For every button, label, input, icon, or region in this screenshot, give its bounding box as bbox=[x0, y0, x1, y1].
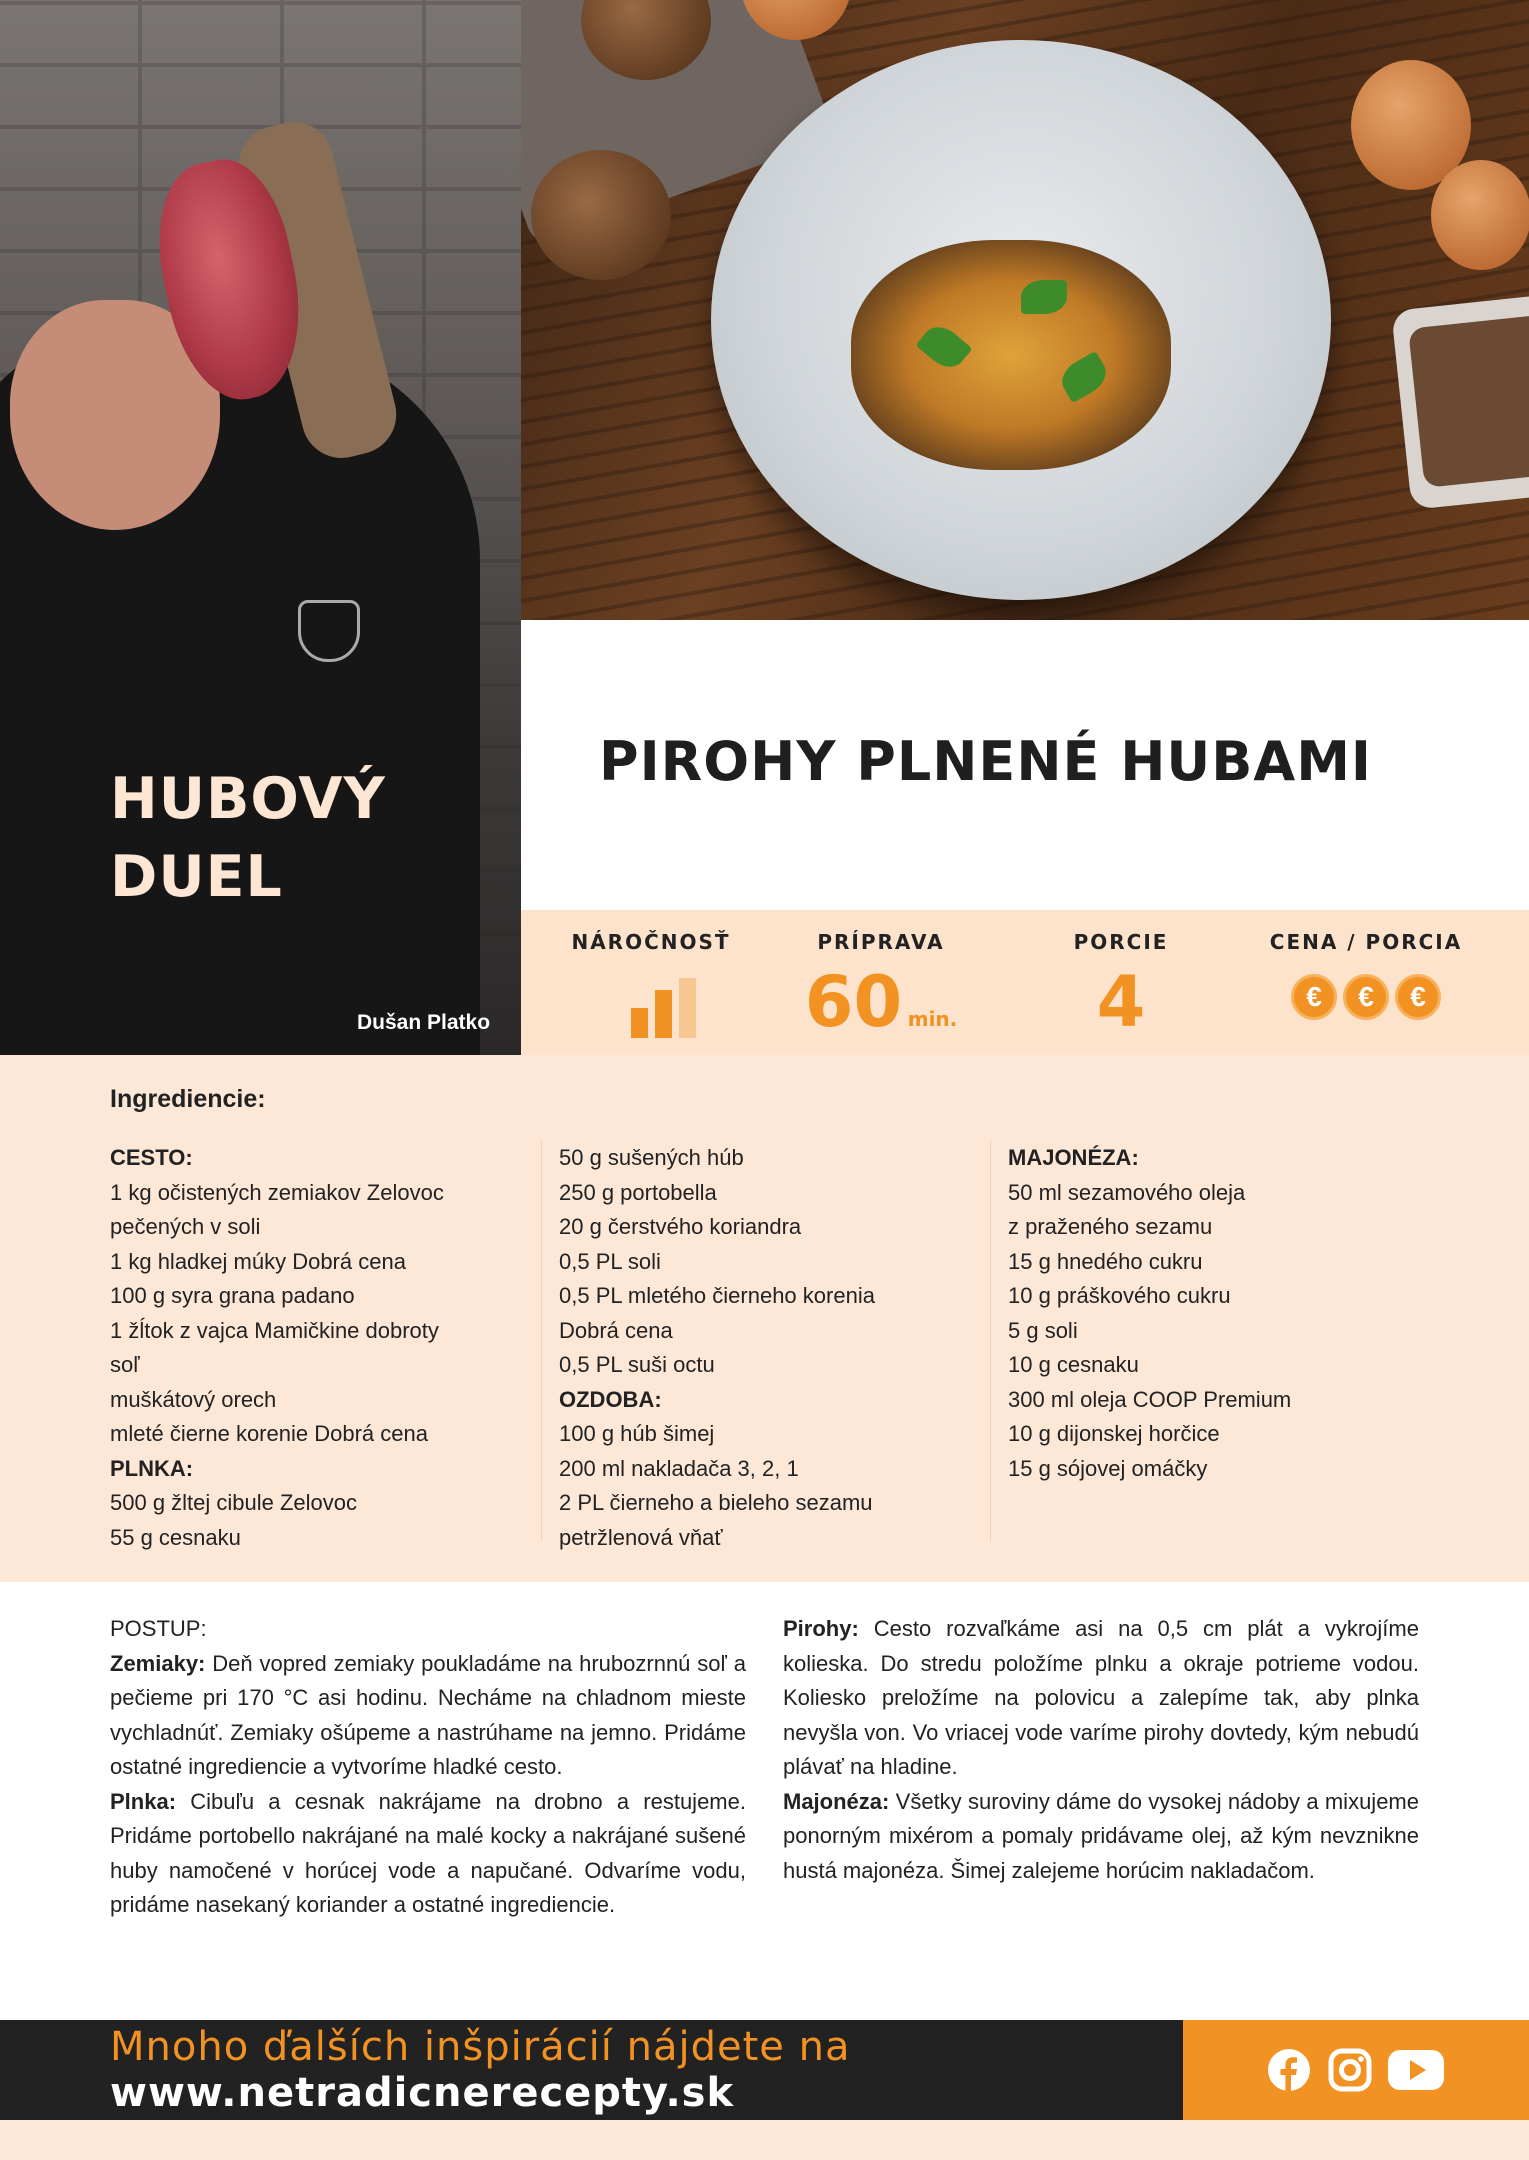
prep-label: PRÍPRAVA bbox=[817, 930, 945, 954]
website-link[interactable]: www.netradicnerecepty.sk bbox=[110, 2070, 735, 2116]
recipe-stats bbox=[521, 910, 1529, 1055]
ingredient-item: 200 ml nakladača 3, 2, 1 bbox=[559, 1455, 799, 1481]
method-heading: POSTUP: bbox=[110, 1616, 207, 1641]
ingredient-item: 0,5 PL suši octu bbox=[559, 1352, 715, 1377]
ingredient-item: 20 g čerstvého koriandra bbox=[559, 1214, 802, 1239]
ingredient-item: 1 žĺtok z vajca Mamičkine dobroty bbox=[110, 1317, 439, 1343]
euro-coin-icon: € bbox=[1291, 974, 1337, 1020]
footer-tagline: Mnoho ďalších inšpirácií nájdete na bbox=[110, 2024, 851, 2070]
method-section bbox=[0, 1582, 1529, 2020]
euro-coin-icon: € bbox=[1343, 974, 1389, 1020]
portions-label: PORCIE bbox=[1073, 930, 1169, 954]
ingredient-group-heading: OZDOBA: bbox=[559, 1386, 662, 1412]
difficulty-label: NÁROČNOSŤ bbox=[571, 930, 731, 954]
prep-unit: min. bbox=[907, 1007, 958, 1031]
ingredient-item: petržlenová vňať bbox=[559, 1524, 723, 1550]
euro-coin-icon: € bbox=[1395, 974, 1441, 1020]
ingredient-item: 10 g práškového cukru bbox=[1008, 1283, 1231, 1308]
step-plnka bbox=[110, 1785, 746, 1923]
pirohy-dish bbox=[851, 240, 1171, 470]
step-label: Plnka: bbox=[110, 1788, 177, 1814]
author-name: Dušan Platko bbox=[357, 1011, 491, 1034]
chef-logo-badge bbox=[298, 600, 360, 662]
ingredient-item: 55 g cesnaku bbox=[110, 1524, 241, 1550]
ingredient-item: 500 g žltej cibule Zelovoc bbox=[110, 1490, 358, 1515]
section-title-line1: HUBOVÝ bbox=[110, 766, 386, 832]
step-majoneza bbox=[783, 1785, 1419, 1889]
ingredient-item: 1 kg hladkej múky Dobrá cena bbox=[110, 1248, 406, 1274]
step-text: Deň vopred zemiaky poukladáme na hrubozrnnú soľ a pečieme pri 170 °C asi hodinu. Necháme na chladnom mieste vychladnúť. Zemiaky ošúpeme a nastrúhame na jemno. Pridáme ostatné ingrediencie a vytvoríme hladké cesto. bbox=[110, 1650, 746, 1779]
ingredients-section bbox=[0, 1055, 1529, 1582]
portions-stat bbox=[1001, 910, 1241, 1055]
prep-value: 60 bbox=[804, 961, 903, 1043]
price-coins bbox=[1241, 974, 1491, 1020]
ingredient-item: 15 g sójovej omáčky bbox=[1008, 1455, 1208, 1481]
youtube-icon[interactable] bbox=[1388, 2050, 1444, 2090]
ingredient-item: Dobrá cena bbox=[559, 1317, 673, 1343]
recipe-title: PIROHY PLNENÉ HUBAMI bbox=[599, 730, 1373, 793]
ingredient-item: 0,5 PL mletého čierneho korenia bbox=[559, 1283, 875, 1308]
dish-photo bbox=[521, 0, 1529, 620]
prep-time bbox=[761, 962, 1001, 1042]
ingredients-column-1 bbox=[110, 1141, 444, 1555]
difficulty-bars-icon bbox=[631, 972, 691, 1038]
step-zemiaky bbox=[110, 1647, 746, 1785]
step-text: Cibuľu a cesnak nakrájame na drobno a restujeme. Pridáme portobello nakrájané na malé kocky a nakrájané sušené huby namočené v horúcej vode a napučané. Odvaríme vodu, pridáme nasekaný koriander a ostatné ingrediencie. bbox=[110, 1788, 746, 1917]
ingredients-heading: Ingrediencie: bbox=[110, 1085, 266, 1113]
ingredient-item: 100 g syra grana padano bbox=[110, 1283, 355, 1308]
prep-stat bbox=[761, 910, 1001, 1055]
difficulty-stat bbox=[541, 910, 761, 1055]
ingredient-item: 15 g hnedého cukru bbox=[1008, 1248, 1203, 1274]
step-text: Všetky suroviny dáme do vysokej nádoby a mixujeme ponorným mixérom a pomaly pridávame olej, až kým nevznikne hustá majonéza. Šimej zalejeme horúcim nakladačom. bbox=[783, 1788, 1419, 1883]
difficulty-bar-3 bbox=[679, 978, 696, 1038]
footer-banner bbox=[0, 2020, 1529, 2120]
price-stat bbox=[1241, 910, 1491, 1055]
ingredient-item: 10 g cesnaku bbox=[1008, 1352, 1139, 1377]
ingredient-item: 250 g portobella bbox=[559, 1179, 717, 1205]
ingredient-item: 2 PL čierneho a bieleho sezamu bbox=[559, 1490, 873, 1515]
ingredient-item: 0,5 PL soli bbox=[559, 1248, 661, 1274]
title-panel bbox=[521, 620, 1529, 910]
ingredient-item: 50 g sušených húb bbox=[559, 1145, 744, 1170]
column-divider bbox=[990, 1141, 991, 1541]
section-title-line2: DUEL bbox=[110, 844, 283, 910]
facebook-icon[interactable] bbox=[1267, 2048, 1311, 2092]
section-title bbox=[110, 760, 386, 916]
ingredients-column-2 bbox=[559, 1141, 875, 1555]
bottom-strip bbox=[0, 2120, 1529, 2160]
method-column-right bbox=[783, 1612, 1419, 1888]
step-pirohy bbox=[783, 1612, 1419, 1785]
ingredient-item: z praženého sezamu bbox=[1008, 1214, 1213, 1239]
method-column-left bbox=[110, 1612, 746, 1923]
ingredient-item: muškátový orech bbox=[110, 1386, 277, 1412]
ingredient-item: 1 kg očistených zemiakov Zelovoc bbox=[110, 1179, 444, 1205]
difficulty-bar-2 bbox=[655, 990, 672, 1038]
ingredient-group-heading: PLNKA: bbox=[110, 1455, 194, 1481]
ingredient-item: 10 g dijonskej horčice bbox=[1008, 1421, 1220, 1446]
social-links bbox=[1183, 2020, 1529, 2120]
instagram-icon[interactable] bbox=[1328, 2048, 1372, 2092]
difficulty-bar-1 bbox=[631, 1008, 648, 1038]
ingredients-column-3 bbox=[1008, 1141, 1291, 1486]
step-label: Majonéza: bbox=[783, 1788, 890, 1814]
ingredient-item: 300 ml oleja COOP Premium bbox=[1008, 1386, 1292, 1412]
portions-value: 4 bbox=[1096, 961, 1146, 1043]
ingredient-item: mleté čierne korenie Dobrá cena bbox=[110, 1421, 428, 1446]
ingredient-item: pečených v soli bbox=[110, 1214, 261, 1239]
column-divider bbox=[541, 1141, 542, 1541]
step-label: Zemiaky: bbox=[110, 1650, 206, 1676]
ingredient-item: 100 g húb šimej bbox=[559, 1421, 715, 1446]
step-label: Pirohy: bbox=[783, 1616, 859, 1641]
ingredient-group-heading: CESTO: bbox=[110, 1145, 193, 1170]
ingredient-item: soľ bbox=[110, 1352, 140, 1377]
price-label: CENA / PORCIA bbox=[1269, 930, 1463, 954]
step-text: Cesto rozvaľkáme asi na 0,5 cm plát a vykrojíme kolieska. Do stredu položíme plnku a okraje potrieme vodou. Koliesko preložíme na polovicu a zalepíme tak, aby plnka nevyšla von. Vo vriacej vode varíme pirohy dovtedy, kým nebudú plávať na hladine. bbox=[783, 1616, 1419, 1779]
ingredient-item: 5 g soli bbox=[1008, 1317, 1078, 1343]
ingredient-group-heading: MAJONÉZA: bbox=[1008, 1145, 1139, 1170]
ingredient-item: 50 ml sezamového oleja bbox=[1008, 1179, 1246, 1205]
